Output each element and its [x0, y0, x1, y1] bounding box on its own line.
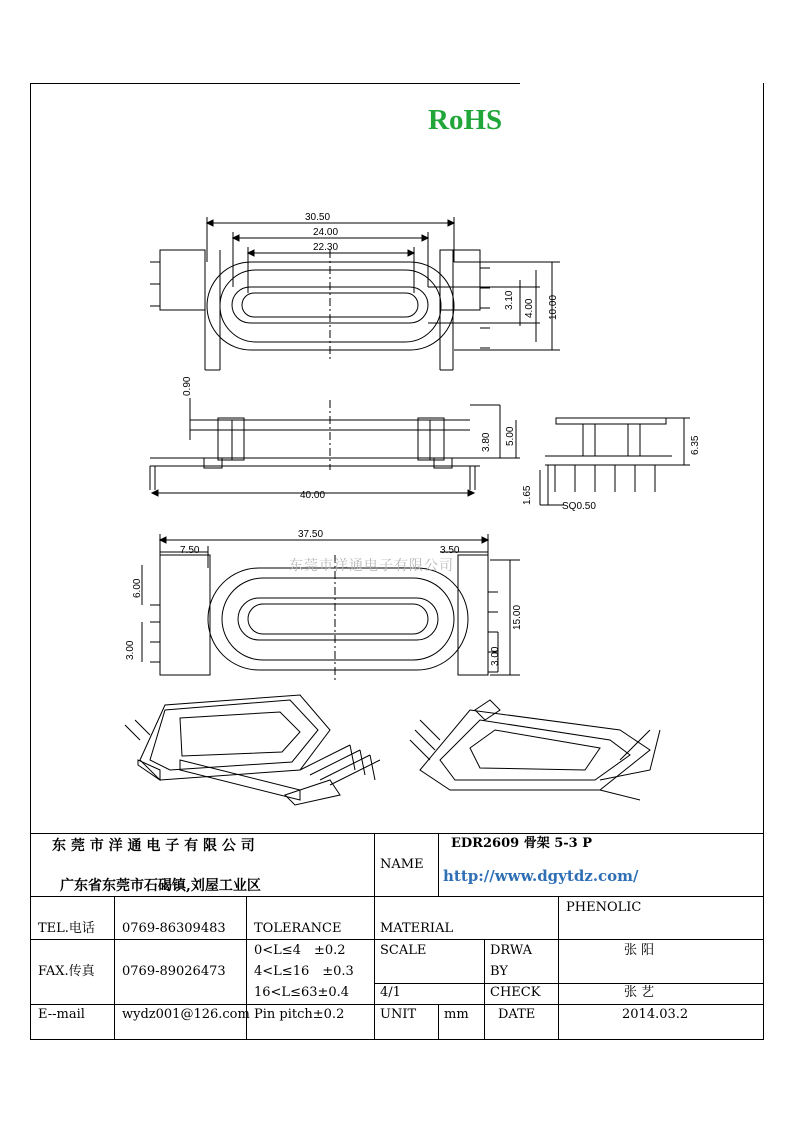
material-label: MATERIAL: [380, 921, 454, 936]
checked-by-value: 张 艺: [624, 985, 655, 1000]
tb-line: [558, 896, 559, 1039]
drawn-label: DRWA: [490, 943, 533, 958]
tolerance-row-4: Pin pitch±0.2: [254, 1007, 345, 1022]
unit-label: UNIT: [380, 1007, 417, 1022]
tb-line: [30, 896, 764, 897]
dim-j: 6.35: [690, 435, 701, 455]
scale-label: SCALE: [380, 943, 427, 958]
dim-m: 1.65: [522, 485, 533, 505]
top-view: [150, 217, 560, 370]
tolerance-row-1: 0<L≤4 ±0.2: [254, 943, 346, 958]
tb-line: [30, 1004, 764, 1005]
dim-g: 0.90: [182, 376, 193, 396]
dim-a: 30.50: [305, 212, 331, 223]
isometric-right: [410, 700, 660, 800]
dim-c: 22.30: [313, 242, 339, 253]
by-label: BY: [490, 964, 508, 979]
tb-line: [30, 1039, 764, 1040]
dim-o: 7.50: [180, 545, 200, 556]
dim-d: 3.10: [504, 290, 515, 310]
dim-l: 40.00: [300, 490, 326, 501]
dim-h: 3.80: [481, 432, 492, 452]
email-value: wydz001@126.com: [122, 1007, 250, 1022]
rohs-badge: RoHS: [428, 104, 503, 136]
end-view: [540, 418, 690, 505]
side-view: [150, 398, 520, 496]
company-watermark: 东莞市洋通电子有限公司: [289, 558, 454, 574]
dim-r: 15.00: [512, 604, 523, 630]
fax-value: 0769-89026473: [122, 964, 226, 979]
title-block: [30, 833, 764, 1040]
material-value: PHENOLIC: [566, 900, 642, 915]
dim-i: 5.00: [505, 426, 516, 446]
name-label: NAME: [380, 857, 424, 872]
tolerance-row-2: 4<L≤16 ±0.3: [254, 964, 354, 979]
company-name: 东 莞 市 洋 通 电 子 有 限 公 司: [52, 838, 255, 854]
tolerance-row-3: 16<L≤63±0.4: [254, 985, 350, 1000]
dim-n: 37.50: [298, 529, 324, 540]
dim-e: 4.00: [524, 298, 535, 318]
dim-q: 6.00: [132, 578, 143, 598]
tb-line: [484, 939, 485, 1039]
dim-p: 3.50: [440, 545, 460, 556]
dim-k: SQ0.50: [562, 501, 596, 512]
email-label: E--mail: [38, 1007, 85, 1022]
fax-label: FAX.传真: [38, 964, 95, 979]
dim-s: 3.00: [125, 640, 136, 660]
dim-f: 10.00: [548, 294, 559, 320]
tb-line: [374, 983, 764, 984]
tolerance-label: TOLERANCE: [254, 921, 342, 936]
tb-line: [374, 833, 375, 1039]
date-label: DATE: [498, 1007, 536, 1022]
drawn-by-value: 张 阳: [624, 943, 655, 958]
tel-value: 0769-86309483: [122, 921, 226, 936]
tb-line: [438, 1004, 439, 1039]
isometric-left: [125, 695, 380, 805]
check-label: CHECK: [490, 985, 541, 1000]
company-address: 广东省东莞市石碣镇,刘屋工业区: [60, 878, 261, 894]
unit-value: mm: [444, 1007, 469, 1022]
website-link[interactable]: http://www.dgytdz.com/: [443, 867, 639, 885]
tb-line: [438, 833, 439, 896]
dim-b: 24.00: [313, 227, 339, 238]
tb-line: [114, 896, 115, 1039]
scale-value: 4/1: [380, 985, 401, 1000]
tb-line: [30, 833, 764, 834]
date-value: 2014.03.2: [622, 1007, 689, 1022]
dim-t: 3.00: [490, 646, 501, 666]
tb-line: [30, 939, 764, 940]
part-name: EDR2609 骨架 5-3 P: [451, 836, 593, 851]
tel-label: TEL.电话: [38, 921, 95, 936]
